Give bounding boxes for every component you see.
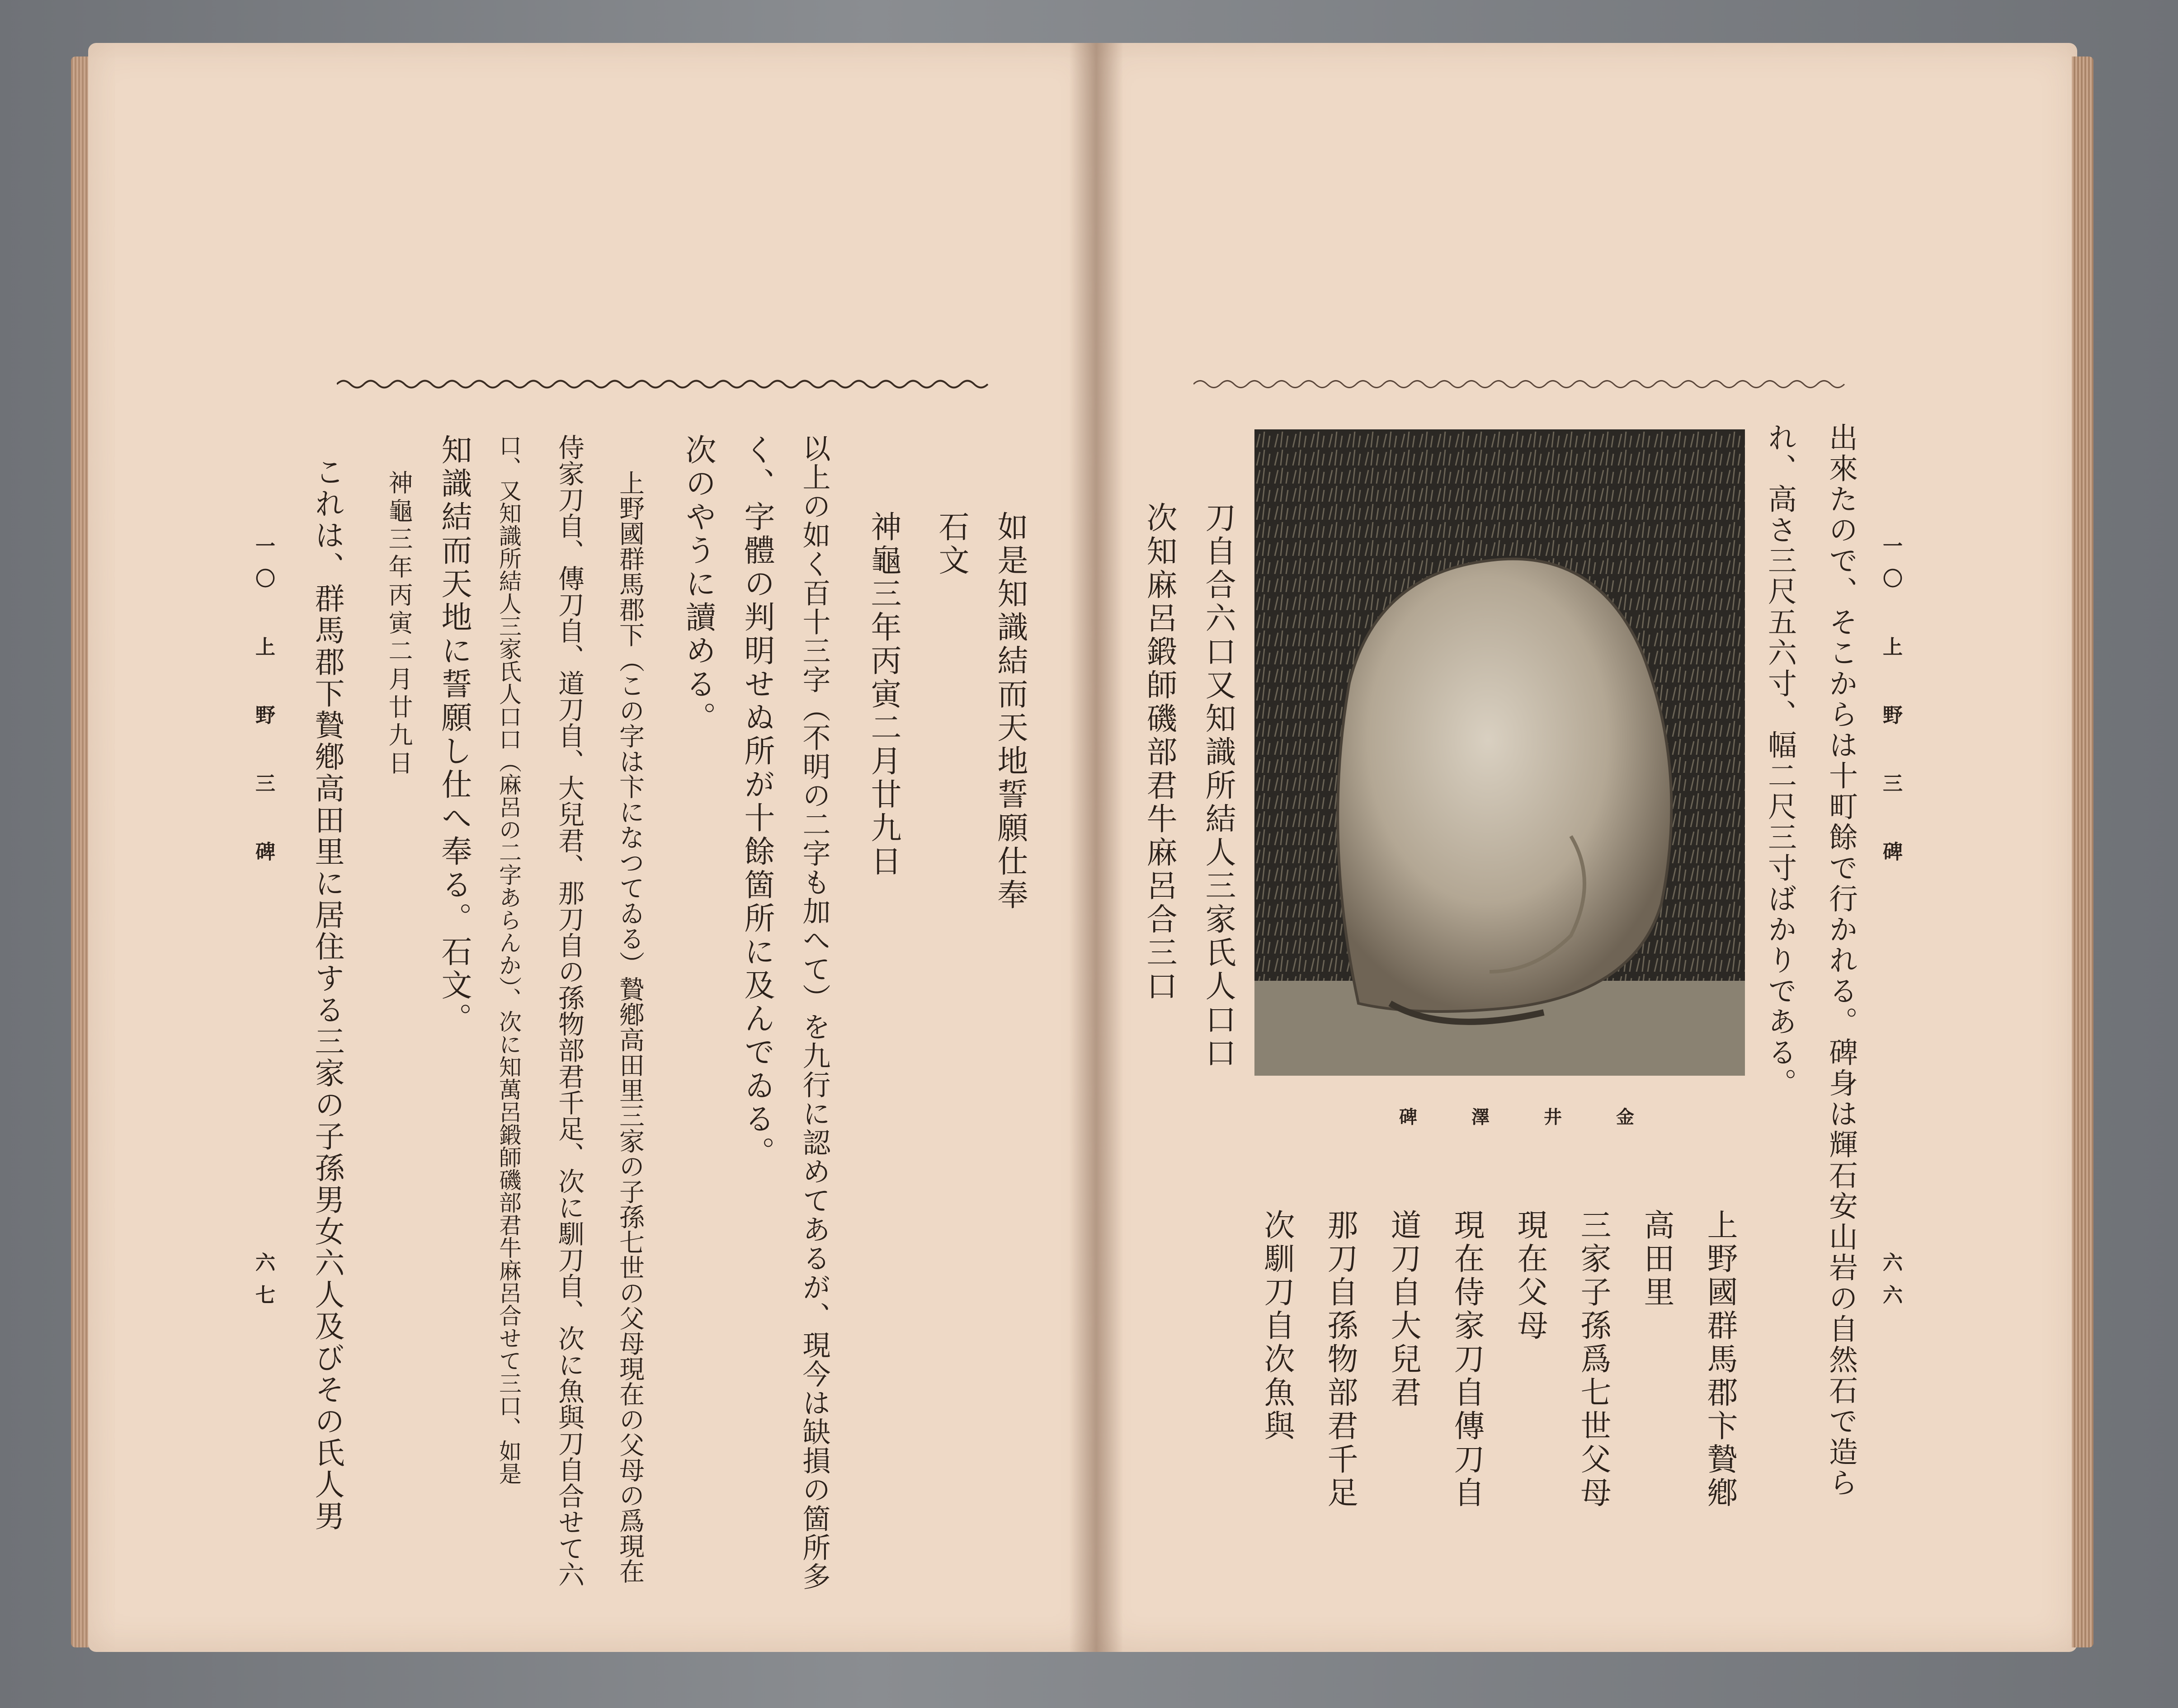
left-column-4: 以上の如く百十三字（不明の二字も加へて）を九行に認めてあるが、現今は缺損の箇所多 — [798, 434, 831, 1591]
left-column-8: 侍家刀自、傳刀自、道刀自、大兒君、那刀自の孫物部君千足、次に馴刀自、次に魚與刀自合せて六 — [554, 434, 585, 1587]
right-wavy-rule — [1193, 377, 1853, 391]
stone-monument-photo — [1254, 429, 1745, 1076]
right-lower-column-7: 那刀自孫物部君千足 — [1322, 1209, 1358, 1510]
left-column-5: く、字體の判明せぬ所が十餘箇所に及んでゐる。 — [739, 434, 775, 1170]
right-photo-side-column-1: 刀自合六口又知識所結人三家氏人口口 — [1200, 502, 1236, 1070]
left-column-2: 石文 — [933, 511, 969, 578]
right-page-edge — [2072, 56, 2093, 1647]
right-upper-column-1: 出來たので、そこからは十町餘で行かれる。碑身は輝石安山岩の自然石で造ら — [1824, 423, 1857, 1498]
right-lower-column-4: 現在父母 — [1512, 1209, 1548, 1343]
right-upper-column-2: れ、高さ三尺五六寸、幅二尺三寸ばかりである。 — [1763, 423, 1796, 1099]
right-lower-column-3: 三家子孫爲七世父母 — [1575, 1209, 1611, 1510]
left-page-number: 六七 — [252, 1252, 275, 1317]
left-column-10: 知識結而天地に誓願し仕へ奉る。石文。 — [436, 434, 472, 1036]
right-lower-column-6: 道刀自大兒君 — [1386, 1209, 1421, 1410]
right-photo-side-column-2: 次知麻呂鍛師磯部君牛麻呂合三口 — [1141, 502, 1177, 1003]
left-page — [88, 43, 1096, 1652]
right-lower-column-2: 高田里 — [1639, 1209, 1674, 1309]
left-column-7: 上野國群馬郡下（この字は卞になつてゐる）贄鄕高田里三家の子孫七世の父母現在の父母の爲現在 — [615, 470, 645, 1584]
left-column-11: 神龜三年丙寅二月廿九日 — [385, 470, 413, 778]
left-running-header: 一〇 上 野 三 碑 — [252, 536, 275, 874]
left-column-1: 如是知識結而天地誓願仕奉 — [992, 511, 1028, 912]
right-running-header: 一〇 上 野 三 碑 — [1879, 536, 1902, 874]
left-column-3: 神龜三年丙寅二月廿九日 — [866, 511, 901, 879]
left-wavy-rule — [337, 377, 992, 391]
left-column-12: これは、群馬郡下贄鄕高田里に居住する三家の子孫男女六人及びその氏人男 — [310, 456, 344, 1532]
left-column-6: 次のやうに讀める。 — [680, 434, 716, 735]
right-page-number: 六六 — [1879, 1252, 1902, 1317]
book-gutter — [1069, 43, 1123, 1652]
right-lower-column-1: 上野國群馬郡卞贄鄕 — [1702, 1209, 1738, 1510]
photo-caption: 金井澤碑 — [1399, 1106, 1688, 1128]
right-lower-column-5: 現在侍家刀自傳刀自 — [1449, 1209, 1485, 1510]
left-column-9: 口、又知識所結人三家氏人口口（麻呂の二字あらんか）、次に知萬呂鍛師磯部君牛麻呂合せて三口、如是 — [495, 434, 522, 1485]
right-lower-column-8: 次馴刀自次魚與 — [1259, 1209, 1295, 1443]
